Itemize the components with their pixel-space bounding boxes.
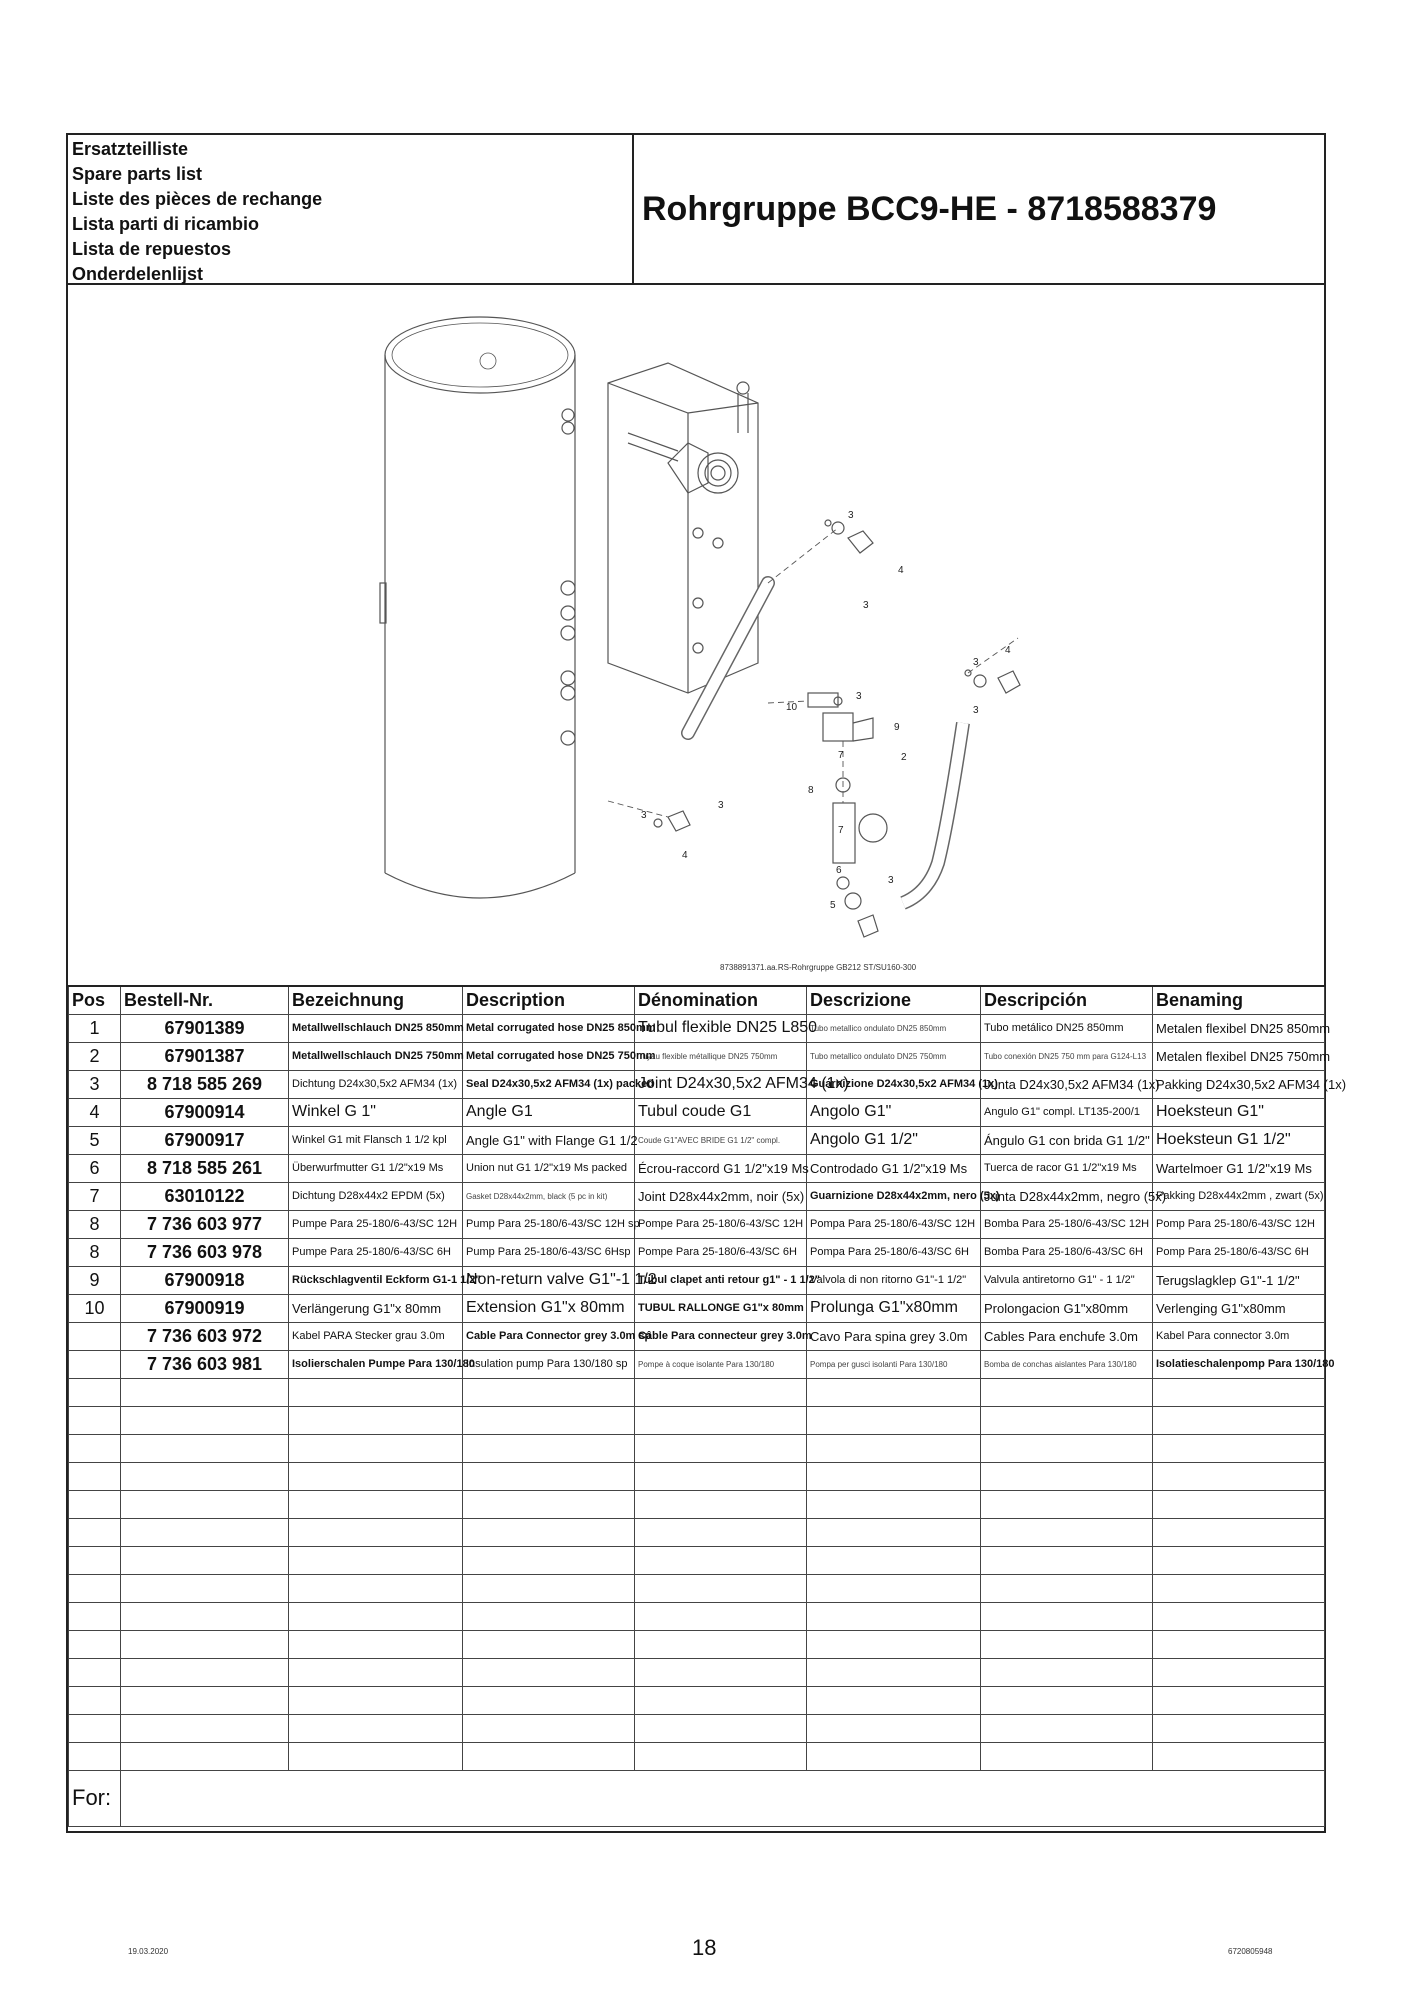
empty-cell xyxy=(289,1602,463,1630)
callout-label: 3 xyxy=(888,875,894,886)
description-de-cell: Dichtung D24x30,5x2 AFM34 (1x) xyxy=(289,1070,463,1098)
empty-cell xyxy=(289,1406,463,1434)
column-header: Pos xyxy=(69,986,121,1014)
empty-cell xyxy=(981,1630,1153,1658)
empty-cell xyxy=(981,1406,1153,1434)
description-es-cell: Angulo G1" compl. LT135-200/1 xyxy=(981,1098,1153,1126)
empty-cell xyxy=(463,1546,635,1574)
position-cell: 2 xyxy=(69,1042,121,1070)
description-es-cell: Cables Para enchufe 3.0m xyxy=(981,1322,1153,1350)
empty-cell xyxy=(289,1686,463,1714)
empty-table-row xyxy=(69,1742,1325,1770)
description-es-cell: Bomba Para 25-180/6-43/SC 6H xyxy=(981,1238,1153,1266)
print-date: 19.03.2020 xyxy=(128,1947,169,1956)
position-cell: 9 xyxy=(69,1266,121,1294)
empty-cell xyxy=(807,1658,981,1686)
description-it-cell: Guarnizione D24x30,5x2 AFM34 (1x) xyxy=(807,1070,981,1098)
callout-label: 3 xyxy=(848,510,854,521)
description-en-cell: Extension G1"x 80mm xyxy=(463,1294,635,1322)
empty-cell xyxy=(635,1686,807,1714)
column-header: Bezeichnung xyxy=(289,986,463,1014)
empty-cell xyxy=(635,1574,807,1602)
empty-cell xyxy=(981,1490,1153,1518)
description-en-cell: Seal D24x30,5x2 AFM34 (1x) packed xyxy=(463,1070,635,1098)
empty-table-row xyxy=(69,1602,1325,1630)
empty-cell xyxy=(121,1518,289,1546)
empty-cell xyxy=(981,1378,1153,1406)
empty-cell xyxy=(807,1742,981,1770)
table-row xyxy=(69,1042,1325,1070)
empty-cell xyxy=(463,1742,635,1770)
empty-table-row xyxy=(69,1686,1325,1714)
description-de-cell: Winkel G1 mit Flansch 1 1/2 kpl xyxy=(289,1126,463,1154)
empty-cell xyxy=(289,1714,463,1742)
empty-cell xyxy=(121,1630,289,1658)
callout-label: 4 xyxy=(1005,645,1011,656)
empty-cell xyxy=(121,1378,289,1406)
description-es-cell: Tubo metálico DN25 850mm xyxy=(981,1014,1153,1042)
description-nl-cell: Pakking D28x44x2mm , zwart (5x) xyxy=(1153,1182,1325,1210)
empty-table-row xyxy=(69,1378,1325,1406)
description-it-cell: Guarnizione D28x44x2mm, nero (5x) xyxy=(807,1182,981,1210)
empty-cell xyxy=(981,1742,1153,1770)
callout-label: 2 xyxy=(901,752,907,763)
empty-cell xyxy=(635,1462,807,1490)
empty-cell xyxy=(121,1742,289,1770)
empty-cell xyxy=(635,1742,807,1770)
callout-label: 4 xyxy=(682,850,688,861)
empty-cell xyxy=(635,1630,807,1658)
position-cell xyxy=(69,1322,121,1350)
description-de-cell: Verlängerung G1"x 80mm xyxy=(289,1294,463,1322)
description-fr-cell: Joint D24x30,5x2 AFM34 (1x) xyxy=(635,1070,807,1098)
empty-cell xyxy=(1153,1630,1325,1658)
description-nl-cell: Terugslagklep G1"-1 1/2" xyxy=(1153,1266,1325,1294)
empty-cell xyxy=(69,1630,121,1658)
empty-cell xyxy=(1153,1406,1325,1434)
empty-cell xyxy=(121,1602,289,1630)
callout-label: 10 xyxy=(786,702,798,713)
empty-cell xyxy=(1153,1378,1325,1406)
order-number-cell: 67900918 xyxy=(121,1266,289,1294)
empty-cell xyxy=(69,1742,121,1770)
empty-cell xyxy=(289,1574,463,1602)
empty-cell xyxy=(289,1462,463,1490)
description-de-cell: Überwurfmutter G1 1/2"x19 Ms xyxy=(289,1154,463,1182)
table-row xyxy=(69,1238,1325,1266)
order-number-cell: 67900917 xyxy=(121,1126,289,1154)
empty-cell xyxy=(1153,1602,1325,1630)
empty-cell xyxy=(463,1406,635,1434)
description-en-cell: Metal corrugated hose DN25 850mm xyxy=(463,1014,635,1042)
empty-cell xyxy=(121,1434,289,1462)
product-title: Rohrgruppe BCC9-HE - 8718588379 xyxy=(642,189,1217,228)
empty-cell xyxy=(463,1658,635,1686)
empty-cell xyxy=(289,1518,463,1546)
empty-cell xyxy=(1153,1462,1325,1490)
description-en-cell: Angle G1" with Flange G1 1/2 xyxy=(463,1126,635,1154)
position-cell: 3 xyxy=(69,1070,121,1098)
empty-cell xyxy=(981,1658,1153,1686)
empty-cell xyxy=(69,1518,121,1546)
order-number-cell: 7 736 603 978 xyxy=(121,1238,289,1266)
empty-table-row xyxy=(69,1658,1325,1686)
description-en-cell: Pump Para 25-180/6-43/SC 6Hsp xyxy=(463,1238,635,1266)
drawing-reference: 8738891371.aa.RS-Rohrgruppe GB212 ST/SU160-300 xyxy=(720,963,917,972)
description-it-cell: Pompa Para 25-180/6-43/SC 12H xyxy=(807,1210,981,1238)
empty-cell xyxy=(289,1742,463,1770)
position-cell: 4 xyxy=(69,1098,121,1126)
empty-cell xyxy=(69,1658,121,1686)
description-en-cell: Pump Para 25-180/6-43/SC 12H sp xyxy=(463,1210,635,1238)
title-fr: Liste des pièces de rechange xyxy=(72,189,323,209)
position-cell: 7 xyxy=(69,1182,121,1210)
order-number-cell: 7 736 603 981 xyxy=(121,1350,289,1378)
description-de-cell: Metallwellschlauch DN25 750mm xyxy=(289,1042,463,1070)
spare-parts-sheet xyxy=(66,133,1347,1833)
description-nl-cell: Isolatieschalenpomp Para 130/180 xyxy=(1153,1350,1325,1378)
empty-table-row xyxy=(69,1406,1325,1434)
empty-cell xyxy=(981,1714,1153,1742)
empty-cell xyxy=(121,1546,289,1574)
empty-cell xyxy=(807,1602,981,1630)
product-title-block xyxy=(634,135,1324,283)
empty-table-row xyxy=(69,1518,1325,1546)
empty-cell xyxy=(981,1518,1153,1546)
description-de-cell: Winkel G 1" xyxy=(289,1098,463,1126)
description-nl-cell: Wartelmoer G1 1/2"x19 Ms xyxy=(1153,1154,1325,1182)
description-fr-cell: Câble Para connecteur grey 3.0m xyxy=(635,1322,807,1350)
callout-label: 3 xyxy=(641,810,647,821)
empty-cell xyxy=(69,1686,121,1714)
description-en-cell: Non-return valve G1"-1 1/2 xyxy=(463,1266,635,1294)
callout-label: 7 xyxy=(838,750,844,761)
description-es-cell: Tubo conexión DN25 750 mm para G124-L13 xyxy=(981,1042,1153,1070)
description-fr-cell: Pompe à coque isolante Para 130/180 xyxy=(635,1350,807,1378)
empty-cell xyxy=(463,1434,635,1462)
description-de-cell: Dichtung D28x44x2 EPDM (5x) xyxy=(289,1182,463,1210)
column-header: Descrizione xyxy=(807,986,981,1014)
callout-label: 7 xyxy=(838,825,844,836)
title-it: Lista parti di ricambio xyxy=(72,214,260,234)
description-nl-cell: Hoeksteun G1 1/2" xyxy=(1153,1126,1325,1154)
callout-label: 8 xyxy=(808,785,814,796)
for-field xyxy=(121,1770,1325,1826)
description-es-cell: Junta D28x44x2mm, negro (5x) xyxy=(981,1182,1153,1210)
empty-cell xyxy=(635,1490,807,1518)
description-fr-cell: TUBUL RALLONGE G1"x 80mm xyxy=(635,1294,807,1322)
empty-cell xyxy=(69,1406,121,1434)
empty-cell xyxy=(121,1574,289,1602)
position-cell: 6 xyxy=(69,1154,121,1182)
table-row xyxy=(69,1014,1325,1042)
empty-cell xyxy=(1153,1742,1325,1770)
column-header: Bestell-Nr. xyxy=(121,986,289,1014)
for-label: For: xyxy=(69,1770,121,1826)
description-en-cell: Union nut G1 1/2"x19 Ms packed xyxy=(463,1154,635,1182)
empty-cell xyxy=(981,1462,1153,1490)
description-de-cell: Pumpe Para 25-180/6-43/SC 12H xyxy=(289,1210,463,1238)
empty-cell xyxy=(121,1714,289,1742)
description-en-cell: Metal corrugated hose DN25 750mm xyxy=(463,1042,635,1070)
order-number-cell: 67901387 xyxy=(121,1042,289,1070)
empty-cell xyxy=(807,1462,981,1490)
position-cell: 8 xyxy=(69,1238,121,1266)
description-es-cell: Bomba Para 25-180/6-43/SC 12H xyxy=(981,1210,1153,1238)
empty-cell xyxy=(981,1602,1153,1630)
description-de-cell: Kabel PARA Stecker grau 3.0m xyxy=(289,1322,463,1350)
order-number-cell: 67900914 xyxy=(121,1098,289,1126)
empty-cell xyxy=(69,1490,121,1518)
description-it-cell: Controdado G1 1/2"x19 Ms xyxy=(807,1154,981,1182)
callout-label: 9 xyxy=(894,722,900,733)
empty-cell xyxy=(635,1378,807,1406)
description-it-cell: Angolo G1" xyxy=(807,1098,981,1126)
empty-cell xyxy=(121,1658,289,1686)
callout-label: 3 xyxy=(973,705,979,716)
description-fr-cell: Tubul coude G1 xyxy=(635,1098,807,1126)
callout-label: 3 xyxy=(856,691,862,702)
empty-cell xyxy=(69,1546,121,1574)
description-fr-cell: Tubul flexible DN25 L850 xyxy=(635,1014,807,1042)
empty-cell xyxy=(463,1490,635,1518)
description-es-cell: Junta D24x30,5x2 AFM34 (1x) xyxy=(981,1070,1153,1098)
for-row xyxy=(69,1770,1325,1826)
description-en-cell: Insulation pump Para 130/180 sp xyxy=(463,1350,635,1378)
description-it-cell: Pompa per gusci isolanti Para 130/180 xyxy=(807,1350,981,1378)
callout-label: 3 xyxy=(863,600,869,611)
description-nl-cell: Pakking D24x30,5x2 AFM34 (1x) xyxy=(1153,1070,1325,1098)
description-fr-cell: Tuyau flexible métallique DN25 750mm xyxy=(635,1042,807,1070)
description-nl-cell: Hoeksteun G1" xyxy=(1153,1098,1325,1126)
empty-cell xyxy=(635,1434,807,1462)
empty-table-row xyxy=(69,1462,1325,1490)
table-row xyxy=(69,1182,1325,1210)
tank-top xyxy=(385,317,575,393)
description-es-cell: Prolongacion G1"x80mm xyxy=(981,1294,1153,1322)
table-row xyxy=(69,1350,1325,1378)
empty-cell xyxy=(121,1686,289,1714)
empty-cell xyxy=(807,1490,981,1518)
description-fr-cell: Coude G1"AVEC BRIDE G1 1/2" compl. xyxy=(635,1126,807,1154)
description-de-cell: Pumpe Para 25-180/6-43/SC 6H xyxy=(289,1238,463,1266)
description-es-cell: Tuerca de racor G1 1/2"x19 Ms xyxy=(981,1154,1153,1182)
order-number-cell: 8 718 585 261 xyxy=(121,1154,289,1182)
empty-cell xyxy=(635,1714,807,1742)
order-number-cell: 67900919 xyxy=(121,1294,289,1322)
description-nl-cell: Metalen flexibel DN25 750mm xyxy=(1153,1042,1325,1070)
empty-cell xyxy=(981,1574,1153,1602)
empty-cell xyxy=(463,1462,635,1490)
description-en-cell: Angle G1 xyxy=(463,1098,635,1126)
empty-cell xyxy=(69,1714,121,1742)
empty-cell xyxy=(981,1686,1153,1714)
empty-cell xyxy=(289,1490,463,1518)
table-row xyxy=(69,1266,1325,1294)
callout-label: 6 xyxy=(836,865,842,876)
empty-cell xyxy=(807,1714,981,1742)
description-it-cell: Valvola di non ritorno G1"-1 1/2" xyxy=(807,1266,981,1294)
empty-table-row xyxy=(69,1434,1325,1462)
description-de-cell: Isolierschalen Pumpe Para 130/180 xyxy=(289,1350,463,1378)
empty-cell xyxy=(463,1714,635,1742)
empty-table-row xyxy=(69,1574,1325,1602)
column-header: Description xyxy=(463,986,635,1014)
empty-cell xyxy=(635,1518,807,1546)
order-number-cell: 7 736 603 977 xyxy=(121,1210,289,1238)
empty-cell xyxy=(1153,1518,1325,1546)
column-header: Benaming xyxy=(1153,986,1325,1014)
empty-cell xyxy=(981,1546,1153,1574)
description-nl-cell: Metalen flexibel DN25 850mm xyxy=(1153,1014,1325,1042)
empty-cell xyxy=(1153,1686,1325,1714)
empty-cell xyxy=(981,1434,1153,1462)
callout-label: 3 xyxy=(973,657,979,668)
callout-label: 4 xyxy=(898,565,904,576)
table-header-row xyxy=(69,986,1325,1014)
order-number-cell: 8 718 585 269 xyxy=(121,1070,289,1098)
empty-cell xyxy=(807,1630,981,1658)
empty-cell xyxy=(1153,1434,1325,1462)
document-number: 6720805948 xyxy=(1228,1947,1273,1956)
description-es-cell: Bomba de conchas aislantes Para 130/180 xyxy=(981,1350,1153,1378)
table-row xyxy=(69,1322,1325,1350)
empty-cell xyxy=(1153,1574,1325,1602)
empty-cell xyxy=(1153,1658,1325,1686)
empty-cell xyxy=(635,1658,807,1686)
empty-cell xyxy=(69,1434,121,1462)
empty-cell xyxy=(1153,1546,1325,1574)
empty-cell xyxy=(463,1686,635,1714)
column-header: Descripción xyxy=(981,986,1153,1014)
empty-cell xyxy=(69,1574,121,1602)
exploded-view-illustration xyxy=(68,283,1324,985)
description-it-cell: Pompa Para 25-180/6-43/SC 6H xyxy=(807,1238,981,1266)
description-it-cell: Tubo metallico ondulato DN25 850mm xyxy=(807,1014,981,1042)
description-es-cell: Valvula antiretorno G1" - 1 1/2" xyxy=(981,1266,1153,1294)
table-row xyxy=(69,1154,1325,1182)
empty-cell xyxy=(121,1406,289,1434)
empty-cell xyxy=(635,1406,807,1434)
description-fr-cell: Pompe Para 25-180/6-43/SC 6H xyxy=(635,1238,807,1266)
empty-cell xyxy=(1153,1714,1325,1742)
description-de-cell: Metallwellschlauch DN25 850mm xyxy=(289,1014,463,1042)
empty-table-row xyxy=(69,1714,1325,1742)
callout-label: 5 xyxy=(830,900,836,911)
description-en-cell: Gasket D28x44x2mm, black (5 pc in kit) xyxy=(463,1182,635,1210)
empty-cell xyxy=(807,1518,981,1546)
title-de: Ersatzteilliste xyxy=(72,139,189,159)
empty-cell xyxy=(463,1378,635,1406)
empty-table-row xyxy=(69,1630,1325,1658)
page-number: 18 xyxy=(692,1935,717,1960)
empty-cell xyxy=(807,1546,981,1574)
position-cell: 10 xyxy=(69,1294,121,1322)
position-cell: 8 xyxy=(69,1210,121,1238)
description-fr-cell: Joint D28x44x2mm, noir (5x) xyxy=(635,1182,807,1210)
description-it-cell: Angolo G1 1/2" xyxy=(807,1126,981,1154)
empty-cell xyxy=(69,1602,121,1630)
description-fr-cell: Tubul clapet anti retour g1" - 1 1/2" xyxy=(635,1266,807,1294)
table-row xyxy=(69,1070,1325,1098)
order-number-cell: 7 736 603 972 xyxy=(121,1322,289,1350)
empty-cell xyxy=(807,1378,981,1406)
description-de-cell: Rückschlagventil Eckform G1-1 1/2" xyxy=(289,1266,463,1294)
list-title-block xyxy=(68,135,634,283)
empty-cell xyxy=(289,1658,463,1686)
position-cell: 1 xyxy=(69,1014,121,1042)
description-en-cell: Cable Para Connector grey 3.0m sp xyxy=(463,1322,635,1350)
empty-cell xyxy=(463,1518,635,1546)
empty-table-row xyxy=(69,1490,1325,1518)
table-row xyxy=(69,1098,1325,1126)
order-number-cell: 67901389 xyxy=(121,1014,289,1042)
empty-cell xyxy=(289,1546,463,1574)
empty-cell xyxy=(289,1630,463,1658)
description-fr-cell: Pompe Para 25-180/6-43/SC 12H xyxy=(635,1210,807,1238)
description-nl-cell: Pomp Para 25-180/6-43/SC 6H xyxy=(1153,1238,1325,1266)
description-it-cell: Cavo Para spina grey 3.0m xyxy=(807,1322,981,1350)
empty-cell xyxy=(463,1630,635,1658)
description-fr-cell: Écrou-raccord G1 1/2"x19 Ms xyxy=(635,1154,807,1182)
exploded-drawing xyxy=(68,283,1324,985)
sheet-header xyxy=(68,135,1324,285)
empty-cell xyxy=(463,1602,635,1630)
empty-cell xyxy=(807,1574,981,1602)
empty-cell xyxy=(463,1574,635,1602)
table-row xyxy=(69,1294,1325,1322)
empty-cell xyxy=(69,1462,121,1490)
empty-cell xyxy=(807,1686,981,1714)
empty-cell xyxy=(289,1378,463,1406)
empty-cell xyxy=(121,1490,289,1518)
title-es: Lista de repuestos xyxy=(72,239,232,259)
parts-table xyxy=(68,985,1347,1827)
empty-cell xyxy=(121,1462,289,1490)
description-es-cell: Ángulo G1 con brida G1 1/2" xyxy=(981,1126,1153,1154)
empty-table-row xyxy=(69,1546,1325,1574)
title-en: Spare parts list xyxy=(72,164,203,184)
title-nl: Onderdelenlijst xyxy=(72,264,204,284)
column-header: Dénomination xyxy=(635,986,807,1014)
position-cell: 5 xyxy=(69,1126,121,1154)
empty-cell xyxy=(807,1406,981,1434)
table-row xyxy=(69,1210,1325,1238)
description-it-cell: Prolunga G1"x80mm xyxy=(807,1294,981,1322)
description-it-cell: Tubo metallico ondulato DN25 750mm xyxy=(807,1042,981,1070)
empty-cell xyxy=(1153,1490,1325,1518)
empty-cell xyxy=(807,1434,981,1462)
empty-cell xyxy=(289,1434,463,1462)
description-nl-cell: Pomp Para 25-180/6-43/SC 12H xyxy=(1153,1210,1325,1238)
description-nl-cell: Verlenging G1"x80mm xyxy=(1153,1294,1325,1322)
parts-table-body xyxy=(69,1014,1347,1826)
position-cell xyxy=(69,1350,121,1378)
description-nl-cell: Kabel Para connector 3.0m xyxy=(1153,1322,1325,1350)
callout-label: 3 xyxy=(718,800,724,811)
empty-cell xyxy=(635,1546,807,1574)
table-row xyxy=(69,1126,1325,1154)
order-number-cell: 63010122 xyxy=(121,1182,289,1210)
empty-cell xyxy=(635,1602,807,1630)
empty-cell xyxy=(69,1378,121,1406)
